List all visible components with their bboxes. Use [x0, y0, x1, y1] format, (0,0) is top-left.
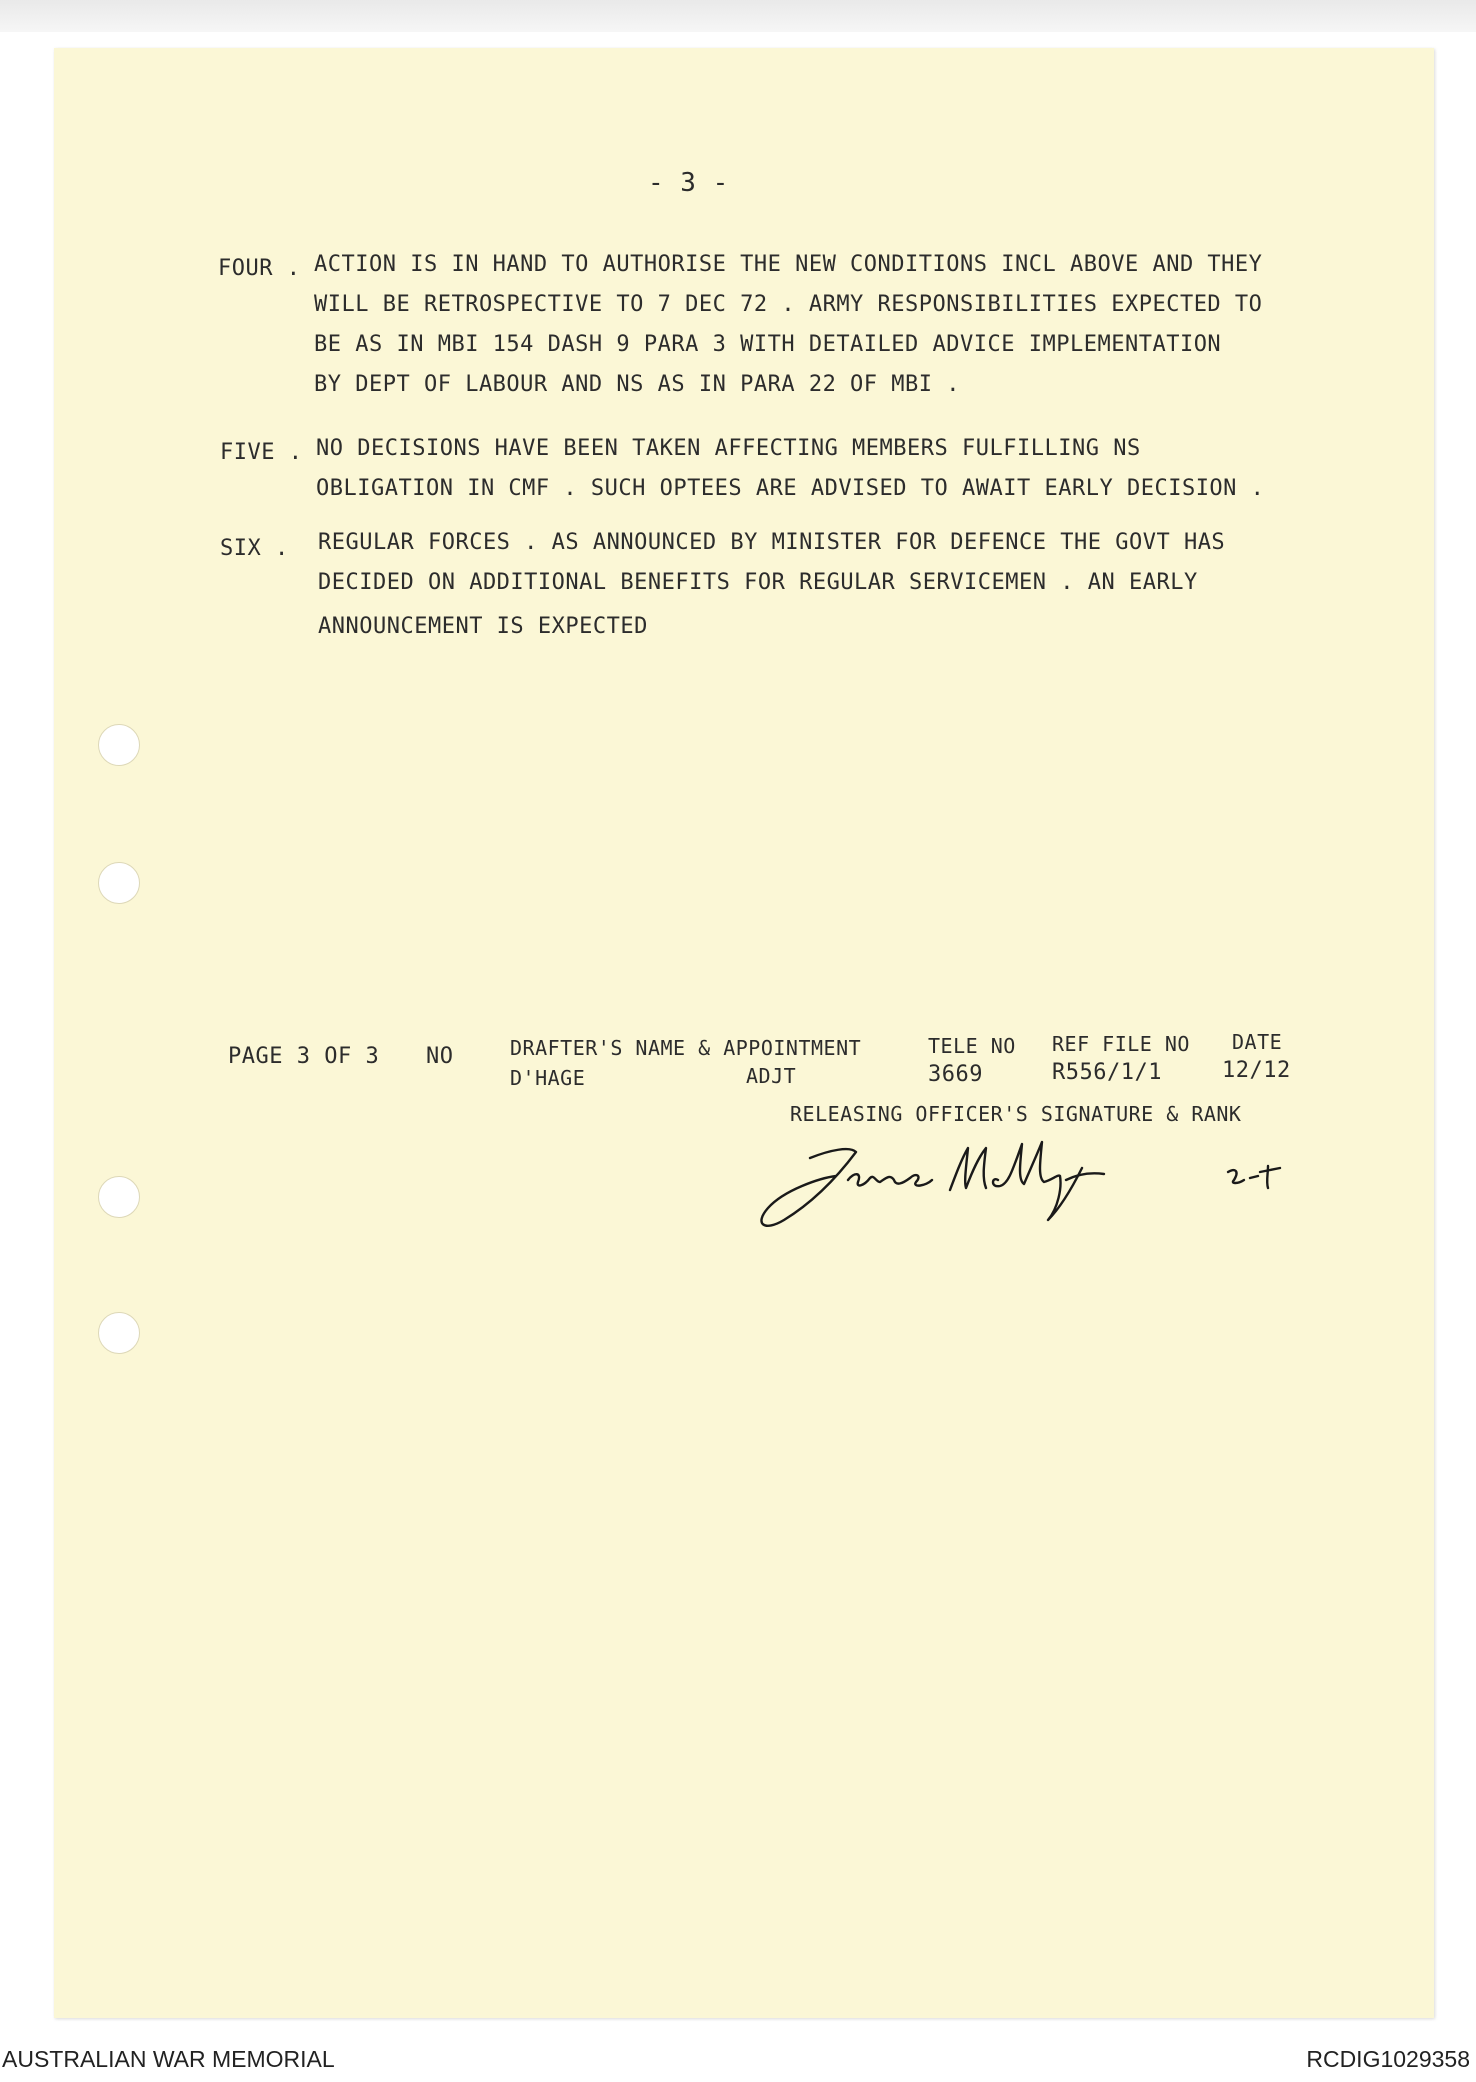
- paragraph-label-five: FIVE .: [220, 440, 303, 465]
- paragraph-line: ACTION IS IN HAND TO AUTHORISE THE NEW CONDITIONS INCL ABOVE AND THEY: [314, 252, 1263, 277]
- paragraph-label-six: SIX .: [220, 536, 289, 561]
- footer-credit: AUSTRALIAN WAR MEMORIAL: [2, 2046, 335, 2072]
- paragraph-label-four: FOUR .: [218, 256, 301, 281]
- punch-hole: [98, 862, 140, 904]
- paragraph-line: DECIDED ON ADDITIONAL BENEFITS FOR REGULAR SERVICEMEN . AN EARLY: [318, 570, 1198, 595]
- paragraph-line: REGULAR FORCES . AS ANNOUNCED BY MINISTER FOR DEFENCE THE GOVT HAS: [318, 530, 1226, 555]
- page-count: PAGE 3 OF 3: [228, 1044, 380, 1069]
- releasing-officer-label: RELEASING OFFICER'S SIGNATURE & RANK: [790, 1102, 1242, 1126]
- ref-file-label: REF FILE NO: [1052, 1032, 1190, 1056]
- paragraph-line: WILL BE RETROSPECTIVE TO 7 DEC 72 . ARMY RESPONSIBILITIES EXPECTED TO: [314, 292, 1263, 317]
- appointment-value: ADJT: [746, 1064, 797, 1088]
- drafter-label: DRAFTER'S NAME & APPOINTMENT: [510, 1036, 862, 1060]
- paragraph-line: BE AS IN MBI 154 DASH 9 PARA 3 WITH DETAILED ADVICE IMPLEMENTATION: [314, 332, 1222, 357]
- tele-label: TELE NO: [928, 1034, 1016, 1058]
- date-value: 12/12: [1222, 1058, 1291, 1083]
- punch-hole: [98, 724, 140, 766]
- handwritten-signature: [740, 1128, 1300, 1248]
- paragraph-line: BY DEPT OF LABOUR AND NS AS IN PARA 22 OF MBI .: [314, 372, 961, 397]
- page-marker: - 3 -: [648, 168, 729, 198]
- punch-hole: [98, 1176, 140, 1218]
- footer-id: RCDIG1029358: [1306, 2046, 1470, 2072]
- punch-hole: [98, 1312, 140, 1354]
- date-label: DATE: [1232, 1030, 1283, 1054]
- paragraph-line: NO DECISIONS HAVE BEEN TAKEN AFFECTING MEMBERS FULFILLING NS: [316, 436, 1141, 461]
- paragraph-line: ANNOUNCEMENT IS EXPECTED: [318, 614, 648, 639]
- tele-value: 3669: [928, 1062, 983, 1087]
- paragraph-line: OBLIGATION IN CMF . SUCH OPTEES ARE ADVISED TO AWAIT EARLY DECISION .: [316, 476, 1265, 501]
- drafter-name: D'HAGE: [510, 1066, 586, 1090]
- no-label: NO: [426, 1044, 454, 1069]
- scan-background: [0, 0, 1476, 32]
- ref-file-value: R556/1/1: [1052, 1060, 1162, 1085]
